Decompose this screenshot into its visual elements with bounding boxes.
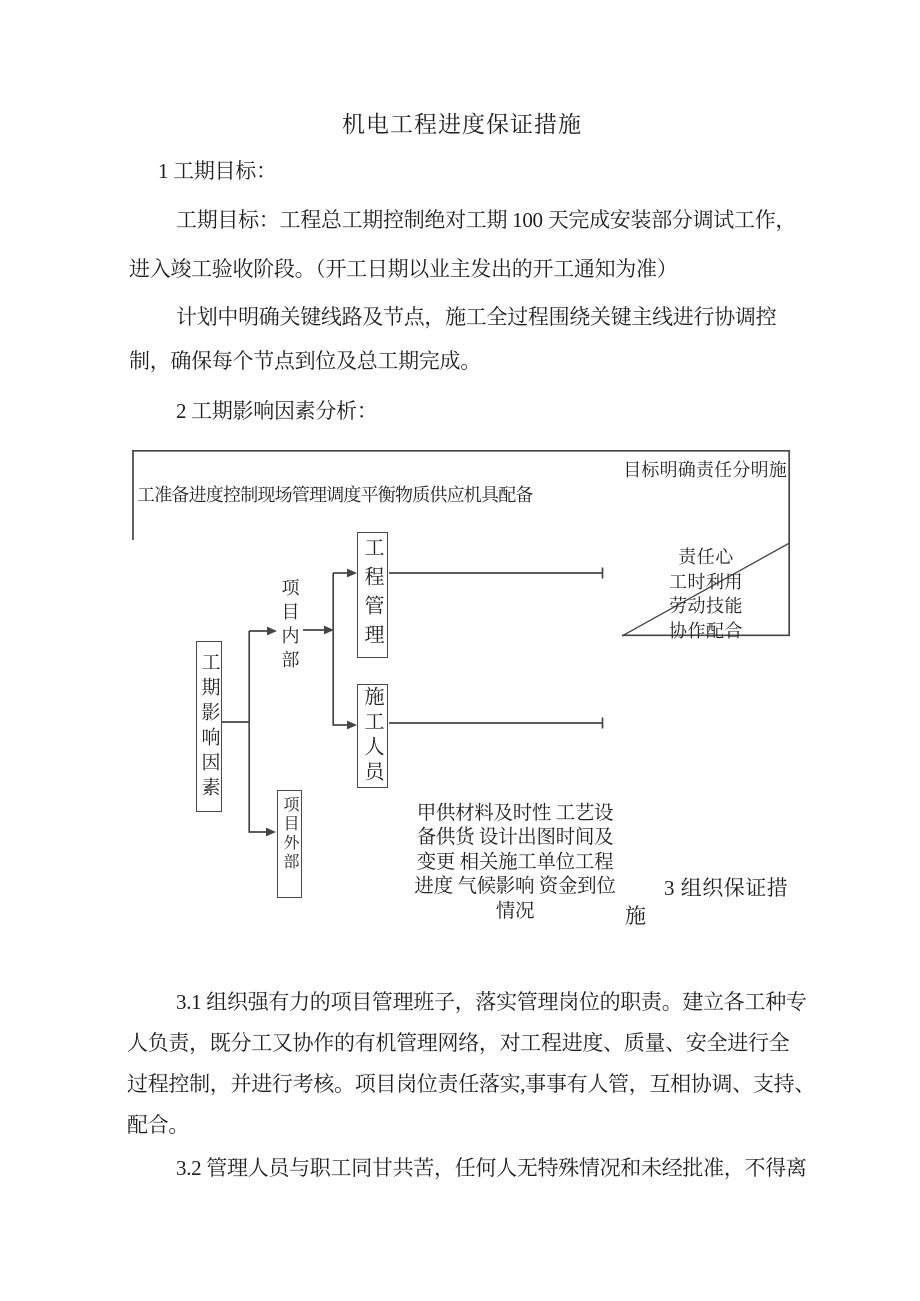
section3-heading-part2: 施 [625,904,646,928]
section3-heading-part1: 3 组织保证措 [664,876,789,900]
figure-caption-line2: 工准备进度控制现场管理调度平衡物质供应机具配备 [137,485,533,505]
paragraph-line: 2 工期影响因素分析： [176,399,378,423]
paragraph-line: 过程控制，并进行考核。项目岗位责任落实,事事有人管，互相协调、支持、 [127,1072,816,1096]
node-construction-workers [357,684,388,788]
paragraph-line: 人负责，既分工又协作的有机管理网络，对工程进度、质量、安全进行全 [127,1031,790,1055]
branch-project-internal [277,576,302,676]
external-factor-line: 情况 [495,900,535,922]
branch-label: 项目外部 [281,796,298,872]
paragraph-line: 制，确保每个节点到位及总工期完成。 [129,349,481,373]
node-label: 工程管理 [361,537,383,653]
node-project-management [357,532,388,658]
paragraph-line: 配合。 [127,1113,190,1137]
paragraph-line: 1 工期目标： [158,159,277,183]
paragraph-line: 进入竣工验收阶段。（开工日期以业主发出的开工通知为准） [129,257,678,281]
figure-caption-line1: 目标明确责任分明施 [623,460,787,480]
external-factor-line: 进度 气候影响 资金到位 [414,876,616,898]
worker-factor-list [648,545,764,643]
external-factor-line: 备供货 设计出图时间及 [416,827,614,849]
worker-factor-item: 工时利用 [669,571,743,592]
paragraph-line: 3.1 组织强有力的项目管理班子，落实管理岗位的职责。建立各工种专 [176,990,807,1014]
external-factor-line: 甲供材料及时性 工艺设 [416,803,614,824]
paragraph-line: 计划中明确关键线路及节点，施工全过程围绕关键主线进行协调控 [176,305,777,329]
node-label: 工期影响因素 [198,651,220,802]
worker-factor-item: 劳动技能 [669,596,743,616]
document-title: 机电工程进度保证措施 [342,112,582,137]
paragraph-line: 3.2 管理人员与职工同甘共苦，任何人无特殊情况和未经批准，不得离 [176,1156,807,1180]
external-factor-list [386,802,644,924]
worker-factor-item: 协作配合 [669,620,743,641]
node-label: 施工人员 [361,686,383,786]
branch-label: 项目内部 [279,578,300,674]
worker-factor-item: 责任心 [678,547,734,567]
branch-project-external [277,790,302,898]
external-factor-line: 变更 相关施工单位工程 [416,851,614,873]
node-schedule-influence-factors [196,641,222,812]
paragraph-line: 工期目标：工程总工期控制绝对工期 100 天完成安装部分调试工作， [176,208,797,232]
